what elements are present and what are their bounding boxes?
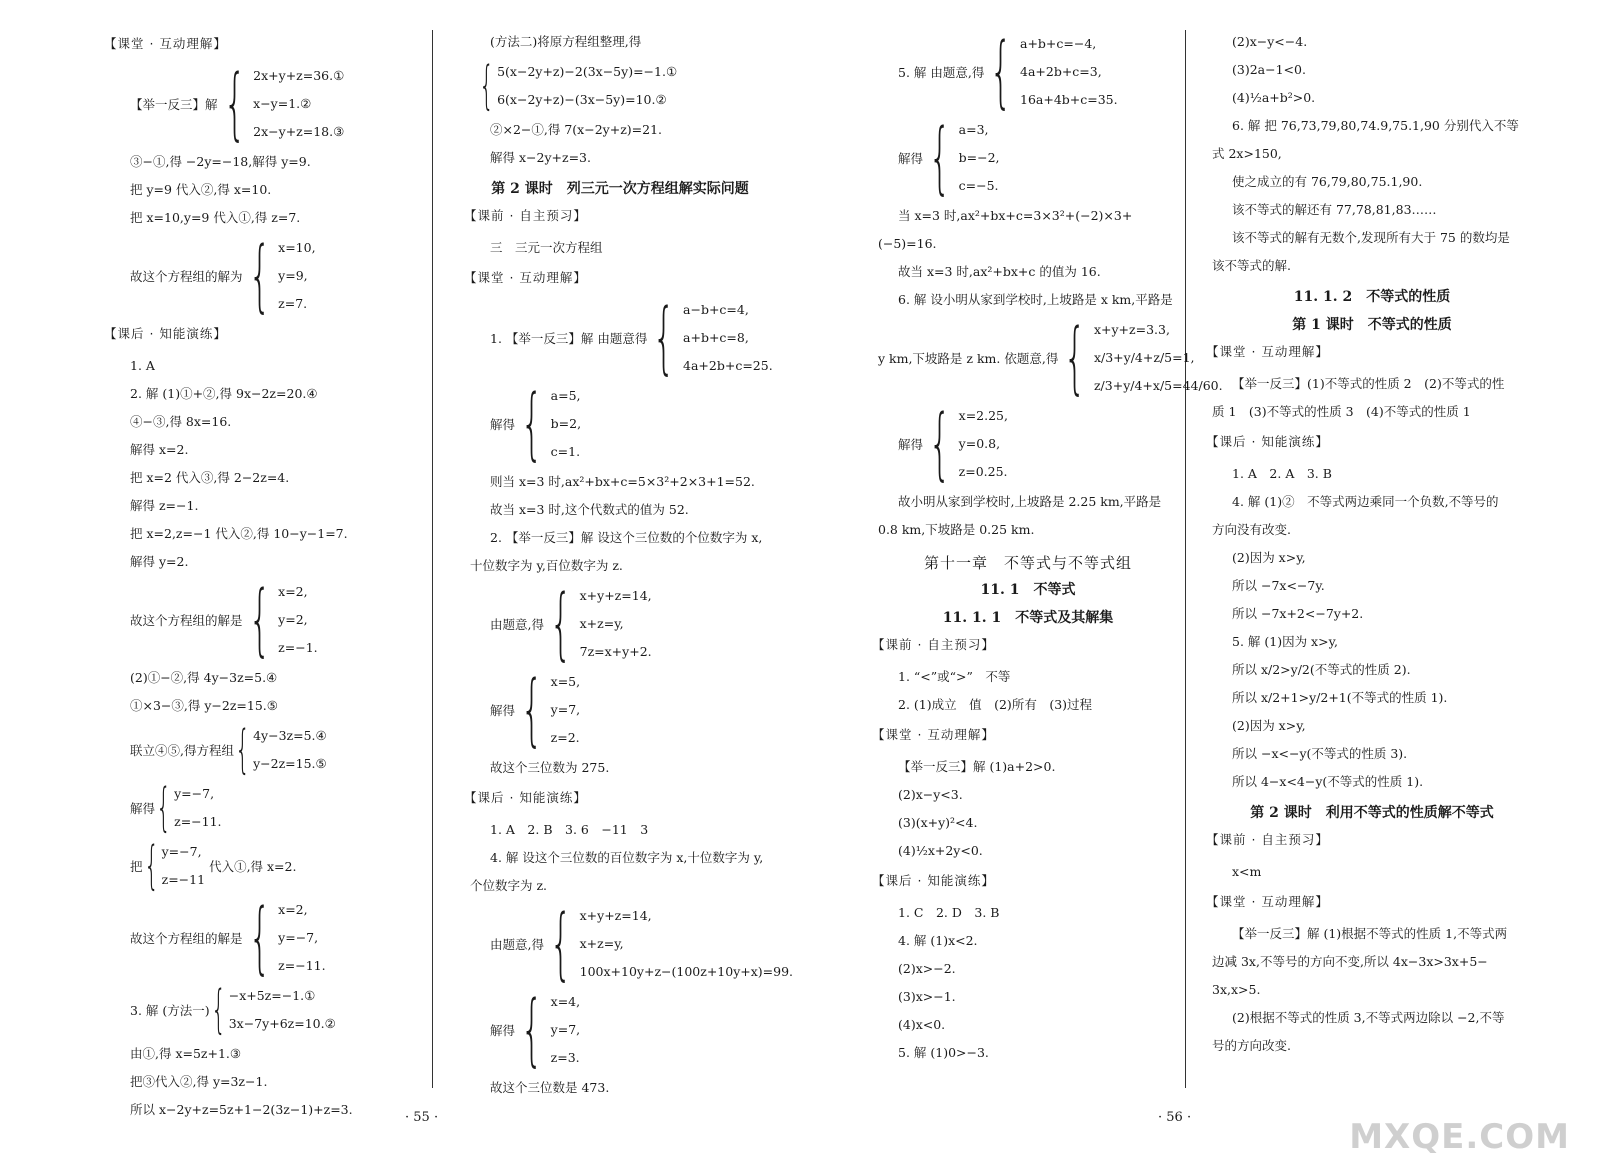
text-line: ③−①,得 −2y=−18,解得 y=9. bbox=[130, 154, 311, 169]
chapter-title: 第十一章 不等式与不等式组 bbox=[923, 554, 1132, 572]
text-line: 十位数字为 y,百位数字为 z. bbox=[470, 558, 623, 573]
section-label: 【课后 · 知能演练】 bbox=[872, 873, 995, 888]
text-line: 故小明从家到学校时,上坡路是 2.25 km,平路是 bbox=[898, 494, 1162, 509]
equation-system: 故这个方程组的解为 { x=10, y=9, z=7. bbox=[130, 231, 316, 321]
text-line: 该不等式的解. bbox=[1212, 258, 1291, 273]
text-line: 号的方向改变. bbox=[1212, 1038, 1291, 1053]
text-line: 5. 解 (1)因为 x>y, bbox=[1232, 634, 1338, 649]
equation-system: y km,下坡路是 z km. 依题意,得 { x+y+z=3.3, x/3+y/4+z/5=1, z/3+y/4+x/5=44/60. bbox=[878, 313, 1223, 403]
text-line: 把 y=9 代入②,得 x=10. bbox=[130, 182, 272, 197]
section-label: 【课堂 · 互动理解】 bbox=[872, 727, 995, 742]
watermark-logo: MXQE.COM bbox=[1349, 1117, 1570, 1157]
section-label: 【课后 · 知能演练】 bbox=[104, 326, 227, 341]
section-label: 【课堂 · 互动理解】 bbox=[104, 36, 227, 51]
column-2 bbox=[464, 28, 794, 1102]
equation-system: 故这个方程组的解是 { x=2, y=2, z=−1. bbox=[130, 575, 318, 665]
section-label: 【课前 · 自主预习】 bbox=[1206, 832, 1329, 847]
section-heading: 11. 1 不等式 bbox=[980, 582, 1076, 598]
text-line: 所以 x/2+1>y/2+1(不等式的性质 1). bbox=[1232, 690, 1448, 705]
text-line: 4. 解 (1)x<2. bbox=[898, 933, 978, 948]
equation-system: 由题意,得 { x+y+z=14, x+z=y, 7z=x+y+2. bbox=[490, 579, 652, 669]
text-line: 故当 x=3 时,这个代数式的值为 52. bbox=[490, 502, 689, 517]
equation-system: 由题意,得 { x+y+z=14, x+z=y, 100x+10y+z−(100z+10y+x)=99. bbox=[490, 899, 794, 989]
equation-system: 解得 { x=5, y=7, z=2. bbox=[490, 665, 581, 755]
section-label: 【课堂 · 互动理解】 bbox=[1206, 344, 1329, 359]
text-line: 1. A 2. A 3. B bbox=[1232, 466, 1332, 481]
text-line: 所以 4−x<4−y(不等式的性质 1). bbox=[1232, 774, 1424, 789]
text-line: 个位数字为 z. bbox=[470, 878, 548, 893]
text-line: 所以 −7x+2<−7y+2. bbox=[1232, 606, 1364, 621]
text-line: 故这个三位数是 473. bbox=[490, 1080, 610, 1095]
page-number-right: · 56 · bbox=[1158, 1110, 1192, 1125]
text-line: 所以 −x<−y(不等式的性质 3). bbox=[1232, 746, 1408, 761]
text-line: (3)(x+y)²<4. bbox=[898, 815, 978, 830]
text-line: (2)①−②,得 4y−3z=5.④ bbox=[130, 670, 278, 685]
text-line: 把③代入②,得 y=3z−1. bbox=[130, 1074, 268, 1089]
text-line: 2. 解 (1)①+②,得 9x−2z=20.④ bbox=[130, 386, 318, 401]
text-line: 解得 y=2. bbox=[130, 554, 189, 569]
text-line: 2. 【举一反三】解 设这个三位数的个位数字为 x, bbox=[490, 530, 763, 545]
text-line: x<m bbox=[1232, 864, 1262, 879]
text-line: 使之成立的有 76,79,80,75.1,90. bbox=[1232, 174, 1423, 189]
section-label: 【课后 · 知能演练】 bbox=[464, 790, 587, 805]
text-line: 质 1 (3)不等式的性质 3 (4)不等式的性质 1 bbox=[1212, 404, 1471, 419]
subsection-heading: 11. 1. 1 不等式及其解集 bbox=[942, 610, 1114, 626]
text-line: ②×2−①,得 7(x−2y+z)=21. bbox=[490, 122, 663, 137]
text-line: 所以 x−2y+z=5z+1−2(3z−1)+z=3. bbox=[130, 1102, 353, 1117]
section-label: 【课后 · 知能演练】 bbox=[1206, 434, 1329, 449]
text-line: 1. “<”或“>” 不等 bbox=[898, 669, 1011, 684]
text-line: 【举一反三】(1)不等式的性质 2 (2)不等式的性 bbox=[1232, 376, 1505, 391]
text-line: 当 x=3 时,ax²+bx+c=3×3²+(−2)×3+ bbox=[898, 208, 1133, 223]
text-line: 式 2x>150, bbox=[1212, 146, 1282, 161]
text-line: 把 x=2,z=−1 代入②,得 10−y−1=7. bbox=[130, 526, 348, 541]
text-line: 4. 解 (1)② 不等式两边乘同一个负数,不等号的 bbox=[1232, 494, 1499, 509]
text-line: 1. A 2. B 3. 6 −11 3 bbox=[490, 822, 649, 837]
equation-system: 解得 { y=−7, z=−11. bbox=[130, 778, 222, 838]
column-1 bbox=[104, 28, 410, 1124]
lesson-heading: 第 2 课时 利用不等式的性质解不等式 bbox=[1250, 805, 1494, 821]
text-line: (2)因为 x>y, bbox=[1232, 550, 1306, 565]
section-label: 【课堂 · 互动理解】 bbox=[1206, 894, 1329, 909]
text-line: 3x,x>5. bbox=[1212, 982, 1261, 997]
equation-system: 解得 { x=4, y=7, z=3. bbox=[490, 985, 581, 1075]
equation-system: 5. 解 由题意,得 { a+b+c=−4, 4a+2b+c=3, 16a+4b+c=35. bbox=[898, 27, 1118, 117]
text-line: 5. 解 (1)0>−3. bbox=[898, 1045, 989, 1060]
text-line: ④−③,得 8x=16. bbox=[130, 414, 232, 429]
equation-system: 【举一反三】解 { 2x+y+z=36.① x−y=1.② 2x−y+z=18.③ bbox=[130, 59, 345, 149]
text-line: (−5)=16. bbox=[878, 236, 937, 251]
section-label: 【课前 · 自主预习】 bbox=[464, 208, 587, 223]
text-line: 【举一反三】解 (1)根据不等式的性质 1,不等式两 bbox=[1232, 926, 1508, 941]
text-line: 2. (1)成立 值 (2)所有 (3)过程 bbox=[898, 697, 1093, 712]
text-line: 把 x=2 代入③,得 2−2z=4. bbox=[130, 470, 290, 485]
text-line: 所以 x/2>y/2(不等式的性质 2). bbox=[1232, 662, 1411, 677]
equation-system: 解得 { a=5, b=2, c=1. bbox=[490, 379, 582, 469]
text-line: 边减 3x,不等号的方向不变,所以 4x−3x>3x+5− bbox=[1212, 954, 1488, 969]
text-line: 1. A bbox=[130, 358, 155, 373]
equation-system: 把 { y=−7, z=−11 代入①,得 x=2. bbox=[130, 836, 297, 896]
text-line: (4)½x+2y<0. bbox=[898, 843, 983, 858]
section-label: 【课堂 · 互动理解】 bbox=[464, 270, 587, 285]
text-line: (4)½a+b²>0. bbox=[1232, 90, 1316, 105]
text-line: 解得 z=−1. bbox=[130, 498, 199, 513]
equation-system: 故这个方程组的解是 { x=2, y=−7, z=−11. bbox=[130, 893, 326, 983]
section-label: 【课前 · 自主预习】 bbox=[872, 637, 995, 652]
column-3 bbox=[872, 27, 1223, 1067]
text-line: 0.8 km,下坡路是 0.25 km. bbox=[878, 522, 1035, 537]
text-line: (2)x−y<3. bbox=[898, 787, 963, 802]
text-line: 该不等式的解还有 77,78,81,83…… bbox=[1232, 202, 1437, 217]
column-divider bbox=[1185, 30, 1186, 1088]
text-line: 由①,得 x=5z+1.③ bbox=[130, 1046, 242, 1061]
column-4 bbox=[1206, 28, 1532, 1060]
lesson-heading: 第 2 课时 列三元一次方程组解实际问题 bbox=[491, 181, 749, 197]
equation-system: 解得 { x=2.25, y=0.8, z=0.25. bbox=[898, 399, 1008, 489]
equation-system: 1. 【举一反三】解 由题意得 { a−b+c=4, a+b+c=8, 4a+2b+c=25. bbox=[490, 293, 773, 383]
lesson-heading: 第 1 课时 不等式的性质 bbox=[1292, 317, 1452, 333]
text-line: 则当 x=3 时,ax²+bx+c=5×3²+2×3+1=52. bbox=[490, 474, 755, 489]
text-line: (3)2a−1<0. bbox=[1232, 62, 1306, 77]
text-line: 4. 解 设这个三位数的百位数字为 x,十位数字为 y, bbox=[490, 850, 764, 865]
text-line: 解得 x=2. bbox=[130, 442, 189, 457]
text-line: 三 三元一次方程组 bbox=[490, 240, 603, 255]
text-line: 【举一反三】解 (1)a+2>0. bbox=[898, 759, 1056, 774]
text-line: 该不等式的解有无数个,发现所有大于 75 的数均是 bbox=[1232, 230, 1510, 245]
column-divider bbox=[432, 30, 433, 1088]
section-heading: 11. 1. 2 不等式的性质 bbox=[1293, 289, 1451, 305]
text-line: (2)x−y<−4. bbox=[1232, 34, 1308, 49]
text-line: 把 x=10,y=9 代入①,得 z=7. bbox=[130, 210, 301, 225]
text-line: 故这个三位数为 275. bbox=[490, 760, 610, 775]
text-line: 1. C 2. D 3. B bbox=[898, 905, 1000, 920]
equation-system: { 5(x−2y+z)−2(3x−5y)=−1.① 6(x−2y+z)−(3x−5y)=10.② bbox=[479, 56, 678, 116]
text-line: 方向没有改变. bbox=[1212, 522, 1291, 537]
equation-system: 3. 解 (方法一) { −x+5z=−1.① 3x−7y+6z=10.② bbox=[130, 980, 336, 1040]
text-line: 所以 −7x<−7y. bbox=[1232, 578, 1325, 593]
equation-system: 解得 { a=3, b=−2, c=−5. bbox=[898, 113, 1000, 203]
text-line: 故当 x=3 时,ax²+bx+c 的值为 16. bbox=[898, 264, 1101, 279]
text-line: ①×3−③,得 y−2z=15.⑤ bbox=[130, 698, 278, 713]
text-line: (方法二)将原方程组整理,得 bbox=[490, 34, 642, 49]
text-line: (3)x>−1. bbox=[898, 989, 956, 1004]
page-number-left: · 55 · bbox=[405, 1110, 439, 1125]
equation-system: 联立④⑤,得方程组 { 4y−3z=5.④ y−2z=15.⑤ bbox=[130, 720, 327, 780]
text-line: (4)x<0. bbox=[898, 1017, 946, 1032]
text-line: 6. 解 设小明从家到学校时,上坡路是 x km,平路是 bbox=[898, 292, 1173, 307]
text-line: (2)x>−2. bbox=[898, 961, 956, 976]
text-line: 6. 解 把 76,73,79,80,74.9,75.1,90 分别代入不等 bbox=[1232, 118, 1519, 133]
text-line: 解得 x−2y+z=3. bbox=[490, 150, 591, 165]
text-line: (2)因为 x>y, bbox=[1232, 718, 1306, 733]
text-line: (2)根据不等式的性质 3,不等式两边除以 −2,不等 bbox=[1232, 1010, 1505, 1025]
